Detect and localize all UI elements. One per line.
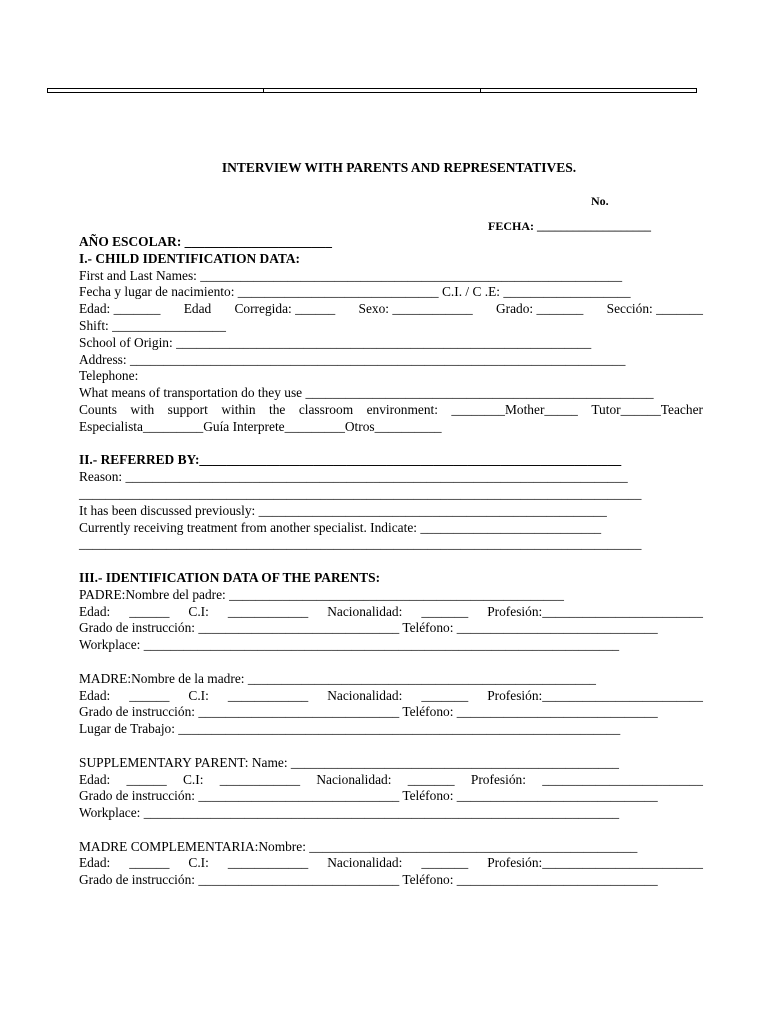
fecha-field: FECHA: ___________________	[488, 219, 651, 233]
form-body	[79, 234, 703, 889]
profession-blank: ________________________	[542, 771, 703, 787]
shift-field: Shift: _________________	[79, 317, 226, 333]
age-field: Edad: _______	[79, 301, 161, 317]
age-label: Edad:	[79, 687, 111, 703]
ci-blank: ____________	[227, 687, 309, 703]
age-blank: ______	[129, 855, 170, 871]
age-blank: ______	[129, 687, 170, 703]
header-cell	[264, 89, 480, 92]
father-name-field: PADRE:Nombre del padre: __________________________________________________	[79, 586, 564, 602]
nationality-blank: _______	[421, 855, 469, 871]
supp-parent-name-field: SUPPLEMENTARY PARENT: Name: _________________________________________________	[79, 754, 619, 770]
nationality-blank: _______	[407, 771, 455, 787]
corrected-age-field: Corregida: ______	[234, 301, 336, 317]
profession-field: Profesión:________________________	[487, 603, 703, 619]
father-grade-field: Grado de instrucción: ______________________________ Teléfono: ______________________________	[79, 620, 658, 636]
profession-field: Profesión:________________________	[487, 687, 703, 703]
section-1-heading: I.- CHILD IDENTIFICATION DATA:	[79, 250, 300, 266]
transport-field: What means of transportation do they use ____________________________________________________	[79, 385, 654, 401]
supp-grade-field: Grado de instrucción: ______________________________ Teléfono: ______________________________	[79, 788, 658, 804]
age-row	[79, 301, 703, 318]
support-word: environment:	[366, 401, 438, 417]
treatment-field: Currently receiving treatment from another specialist. Indicate: ___________________________	[79, 519, 602, 535]
birth-field: Fecha y lugar de nacimiento: ______________________________ C.I. / C .E: ___________________	[79, 284, 631, 300]
mother-workplace-field: Lugar de Trabajo: __________________________________________________________________	[79, 721, 621, 737]
age-blank: ______	[126, 771, 167, 787]
supp-workplace-field: Workplace: _______________________________________________________________________	[79, 805, 620, 821]
ci-label: C.I:	[188, 687, 209, 703]
ci-blank: ____________	[227, 603, 309, 619]
school-origin-field: School of Origin: ______________________________________________________________	[79, 334, 592, 350]
nationality-blank: _______	[421, 687, 469, 703]
header-cell	[48, 89, 264, 92]
telephone-field: Telephone:	[79, 368, 139, 384]
support-word: within	[221, 401, 256, 417]
profession-label: Profesión:	[470, 771, 526, 787]
blank-line: ____________________________________________________________________________________	[79, 536, 642, 552]
profession-field: Profesión:________________________	[487, 855, 703, 871]
ci-label: C.I:	[188, 855, 209, 871]
nationality-label: Nacionalidad:	[327, 603, 403, 619]
age-label: Edad	[183, 301, 212, 317]
age-label: Edad:	[79, 855, 111, 871]
nationality-blank: _______	[421, 603, 469, 619]
blank-line: ____________________________________________________________________________________	[79, 485, 642, 501]
section-field: Sección: _______	[606, 301, 703, 317]
ci-label: C.I:	[182, 771, 204, 787]
support-row	[79, 402, 703, 419]
school-year-field: AÑO ESCOLAR: ______________________	[79, 234, 332, 249]
form-title: INTERVIEW WITH PARENTS AND REPRESENTATIVES.	[221, 160, 577, 175]
sex-field: Sexo: ____________	[358, 301, 473, 317]
ci-label: C.I:	[188, 603, 209, 619]
reason-field: Reason: ___________________________________________________________________________	[79, 469, 628, 485]
address-field: Address: __________________________________________________________________________	[79, 351, 626, 367]
support-word: with	[130, 401, 155, 417]
comp-mother-grade-field: Grado de instrucción: ______________________________ Teléfono: ______________________________	[79, 872, 658, 888]
names-field: First and Last Names: _______________________________________________________________	[79, 267, 623, 283]
header-cell	[481, 89, 696, 92]
support-word: the	[269, 401, 286, 417]
support-word: support	[167, 401, 208, 417]
ci-blank: ____________	[219, 771, 301, 787]
age-label: Edad:	[79, 771, 111, 787]
section-2-heading: II.- REFERRED BY:_______________________________________________________________	[79, 452, 622, 468]
form-number-label: No.	[591, 194, 609, 208]
section-3-heading: III.- IDENTIFICATION DATA OF THE PARENTS:	[79, 569, 381, 585]
mother-grade-field: Grado de instrucción: ______________________________ Teléfono: ______________________________	[79, 704, 658, 720]
comp-mother-age-row	[79, 855, 703, 872]
tutor-teacher-option: Tutor______Teacher	[591, 401, 703, 417]
mother-name-field: MADRE:Nombre de la madre: ____________________________________________________	[79, 670, 596, 686]
grade-field: Grado: _______	[495, 301, 584, 317]
mother-age-row	[79, 688, 703, 705]
support-word: classroom	[298, 401, 354, 417]
supp-age-row	[79, 772, 703, 789]
age-label: Edad:	[79, 603, 111, 619]
father-age-row	[79, 604, 703, 621]
ci-blank: ____________	[227, 855, 309, 871]
nationality-label: Nacionalidad:	[327, 855, 403, 871]
nationality-label: Nacionalidad:	[327, 687, 403, 703]
header-table-border	[47, 88, 697, 93]
age-blank: ______	[129, 603, 170, 619]
specialist-row: Especialista_________Guía Interprete_________Otros__________	[79, 418, 442, 434]
mother-option: ________Mother_____	[451, 401, 578, 417]
support-word: Counts	[79, 401, 117, 417]
comp-mother-name-field: MADRE COMPLEMENTARIA:Nombre: _________________________________________________	[79, 838, 638, 854]
discussed-field: It has been discussed previously: ____________________________________________________	[79, 502, 607, 518]
nationality-label: Nacionalidad:	[316, 771, 392, 787]
father-workplace-field: Workplace: _______________________________________________________________________	[79, 637, 620, 653]
